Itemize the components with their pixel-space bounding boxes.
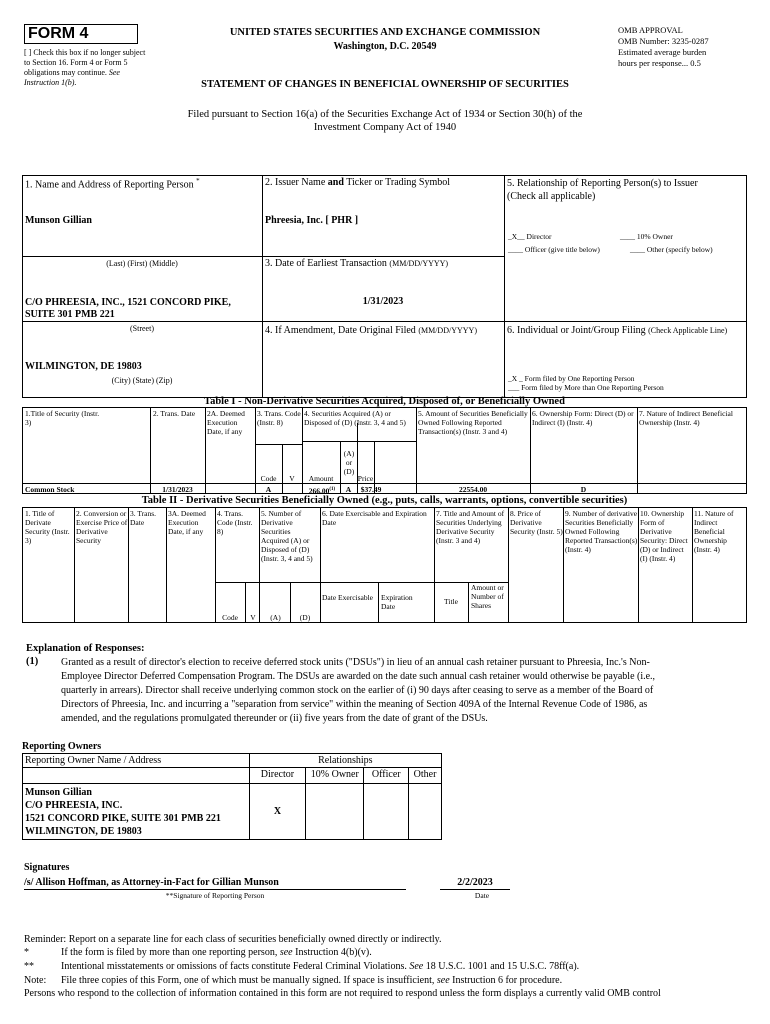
t2-h2: 2. Conversion or Exercise Price of Derivative Security <box>76 509 128 545</box>
explanation-heading: Explanation of Responses: <box>26 643 145 654</box>
owners-col-officer: Officer <box>364 768 409 784</box>
box3-label: 3. Date of Earliest Transaction (MM/DD/YYYY) <box>265 258 449 269</box>
t1-row-form: D <box>580 485 587 494</box>
box5-director: _X__ Director <box>508 232 552 241</box>
t1-sub-price: Price <box>357 474 374 483</box>
t2-h4: 4. Trans. Code (Instr. 8) <box>217 509 253 536</box>
t1-h5: 5. Amount of Securities Beneficially Owned Following Reported Transaction(s) (Instr. 3 and 4) <box>418 409 528 436</box>
check-box-text: [ ] Check this box if no longer subject to Section 16. Form 4 or Form 5 obligations may continue. See Instruction 1(b). <box>24 48 146 87</box>
form-title: FORM 4 <box>28 25 89 42</box>
owner-director-mark: X <box>249 784 305 840</box>
t2-sub-title: Title <box>444 597 458 606</box>
box6-more-person: ___ Form filed by More than One Reporting Person <box>508 383 664 392</box>
owners-col-name: Reporting Owner Name / Address <box>23 754 250 768</box>
signatures-heading: Signatures <box>24 862 70 873</box>
signature-date: 2/2/2023 <box>457 877 493 888</box>
signer: /s/ Allison Hoffman, as Attorney-in-Fact for Gillian Munson <box>24 877 279 888</box>
t1-sub-v: V <box>289 474 295 483</box>
box6-label: 6. Individual or Joint/Group Filing (Check Applicable Line) <box>507 325 728 336</box>
reporting-person-city: WILMINGTON, DE 19803 <box>25 361 142 372</box>
owners-col-relationships: Relationships <box>249 754 441 768</box>
t2-h7: 7. Title and Amount of Securities Underlying Derivative Security (Instr. 3 and 4) <box>436 509 505 545</box>
statement-title: STATEMENT OF CHANGES IN BENEFICIAL OWNERSHIP OF SECURITIES <box>201 79 569 90</box>
t1-sub-aord: (A) or (D) <box>343 449 355 476</box>
omb-approval: OMB APPROVAL OMB Number: 3235-0287 Estimated average burden hours per response... 0.5 <box>618 25 709 68</box>
t2-sub-date-ex: Date Exercisable <box>322 593 374 602</box>
box6-one-person: _X _ Form filed by One Reporting Person <box>508 374 635 383</box>
t1-row-code: A <box>265 485 272 494</box>
signature-caption: **Signature of Reporting Person <box>165 891 265 900</box>
t2-sub-exp: Expiration Date <box>381 593 413 611</box>
box5-officer: ____ Officer (give title below) <box>508 245 600 254</box>
box5-label: 5. Relationship of Reporting Person(s) to Issuer (Check all applicable) <box>507 178 698 202</box>
t1-h4: 4. Securities Acquired (A) or Disposed of (D) (Instr. 3, 4 and 5) <box>304 409 406 427</box>
explanation-note: Granted as a result of director's election to receive deferred stock units ("DSUs") in lieu of an annual cash retainer pursuant to Phreesia, Inc.'s Non- Employee Director Deferred Compensation Program. The DSUs are awarded on the date such annual cash retainer would otherwise be payable (i.e., quarterly in arrears). Director shall receive underlying common stock on the earlier of (i) 90 days after ceasing to serve as a member of the Board of Directors of Phreesia, Inc. and incurring a "separation from service" within the meaning of Section 409A of the Internal Revenue Code of 1986, as amended, and the regulations promulgated thereunder or (ii) five years from the date of grant of the DSUs. <box>61 657 656 724</box>
table2-title: Table II - Derivative Securities Beneficially Owned (e.g., puts, calls, warrants, options, convertible securities) <box>141 495 628 506</box>
t1-row-amount: 266.00$^{(1)}$ <box>308 486 336 496</box>
owners-col-other: Other <box>409 768 442 784</box>
t2-h10: 10. Ownership Form of Derivative Security: Direct (D) or Indirect (I) (Instr. 4) <box>640 509 688 563</box>
t2-sub-a: (A) <box>270 613 281 622</box>
t2-h3: 3. Trans. Date <box>130 509 157 527</box>
footer-star: * If the form is filed by more than one reporting person, see Instruction 4(b)(v). <box>24 947 372 958</box>
t1-h3: 3. Trans. Code (Instr. 8) <box>257 409 301 427</box>
t1-h1: 1.Title of Security (Instr. 3) <box>25 409 100 427</box>
t1-h6: 6. Ownership Form: Direct (D) or Indirect (I) (Instr. 4) <box>532 409 634 427</box>
box5-ten-owner: ____ 10% Owner <box>620 232 673 241</box>
t1-row-date: 1/31/2023 <box>162 485 193 494</box>
t1-row-owned: 22554.00 <box>458 485 488 494</box>
owners-heading: Reporting Owners <box>22 741 102 752</box>
t1-h2a: 2A. Deemed Execution Date, if any <box>207 409 245 436</box>
t1-sub-amount: Amount <box>308 474 334 483</box>
filed-pursuant: Filed pursuant to Section 16(a) of the Securities Exchange Act of 1934 or Section 30(h) of the Investment Company Act of 1940 <box>187 109 583 133</box>
earliest-transaction-date: 1/31/2023 <box>362 296 404 307</box>
footer-persons: Persons who respond to the collection of information contained in this form are not required to respond unless the form displays a currently valid OMB control <box>24 988 661 999</box>
owners-col-director: Director <box>249 768 305 784</box>
t2-h3a: 3A. Deemed Execution Date, if any <box>168 509 206 536</box>
t1-sub-code: Code <box>260 474 277 483</box>
owners-table <box>22 753 442 840</box>
name-hint: (Last) (First) (Middle) <box>106 259 178 268</box>
t2-sub-v: V <box>250 613 256 622</box>
t1-row-security: Common Stock <box>25 485 75 494</box>
reporting-person-name: Munson Gillian <box>25 215 92 226</box>
issuer-name: Phreesia, Inc. [ PHR ] <box>265 215 359 226</box>
box5-other: ____ Other (specify below) <box>630 245 713 254</box>
t1-row-price: $37.49 <box>360 485 382 494</box>
t2-h5: 5. Number of Derivative Securities Acquired (A) or Disposed of (D) (Instr. 3, 4 and 5) <box>261 509 313 563</box>
t1-h2: 2. Trans. Date <box>153 409 196 418</box>
owner-address: Munson Gillian C/O PHREESIA, INC. 1521 CONCORD PIKE, SUITE 301 PMB 221 WILMINGTON, DE 19803 <box>23 784 250 840</box>
t2-sub-code: Code <box>222 613 238 622</box>
t2-sub-d: (D) <box>299 613 311 622</box>
table1-title: Table I - Non-Derivative Securities Acquired, Disposed of, or Beneficially Owned <box>204 396 565 407</box>
note-number: (1) <box>26 656 39 667</box>
footer-note: Note: File three copies of this Form, one of which must be manually signed. If space is insufficient, see Instruction 6 for procedure. <box>24 975 563 986</box>
box1-label: 1. Name and Address of Reporting Person * <box>25 177 200 191</box>
date-caption: Date <box>474 891 490 900</box>
agency-name: UNITED STATES SECURITIES AND EXCHANGE COMMISSION <box>229 27 541 38</box>
reporting-person-street: C/O PHREESIA, INC., 1521 CONCORD PIKE, SUITE 301 PMB 221 <box>25 297 231 320</box>
t2-sub-amount: Amount or Number of Shares <box>471 583 504 610</box>
agency-city: Washington, D.C. 20549 <box>333 41 437 52</box>
t2-h8: 8. Price of Derivative Security (Instr. 5) <box>510 509 563 536</box>
box2-label: 2. Issuer Name and Ticker or Trading Symbol <box>265 177 451 188</box>
t2-h1: 1. Title of Derivate Security (Instr. 3) <box>25 509 70 545</box>
t2-h9: 9. Number of derivative Securities Beneficially Owned Following Reported Transaction(s) (Instr. 4) <box>565 509 638 554</box>
form-title-box <box>24 24 138 44</box>
city-hint: (City) (State) (Zip) <box>111 376 173 385</box>
t1-row-aord: A <box>345 485 352 494</box>
street-hint: (Street) <box>130 324 154 333</box>
t2-h11: 11. Nature of Indirect Beneficial Ownership (Instr. 4) <box>694 509 734 554</box>
t2-h6: 6. Date Exercisable and Expiration Date <box>322 509 427 527</box>
footer-double-star: ** Intentional misstatements or omissions of facts constitute Federal Criminal Violations. See 18 U.S.C. 1001 and 15 U.S.C. 78ff(a). <box>24 961 580 972</box>
owners-col-ten: 10% Owner <box>306 768 364 784</box>
t1-h7: 7. Nature of Indirect Beneficial Ownership (Instr. 4) <box>639 409 733 427</box>
footer-reminder: Reminder: Report on a separate line for each class of securities beneficially owned directly or indirectly. <box>24 934 442 945</box>
box4-label: 4. If Amendment, Date Original Filed (MM/DD/YYYY) <box>265 325 477 336</box>
